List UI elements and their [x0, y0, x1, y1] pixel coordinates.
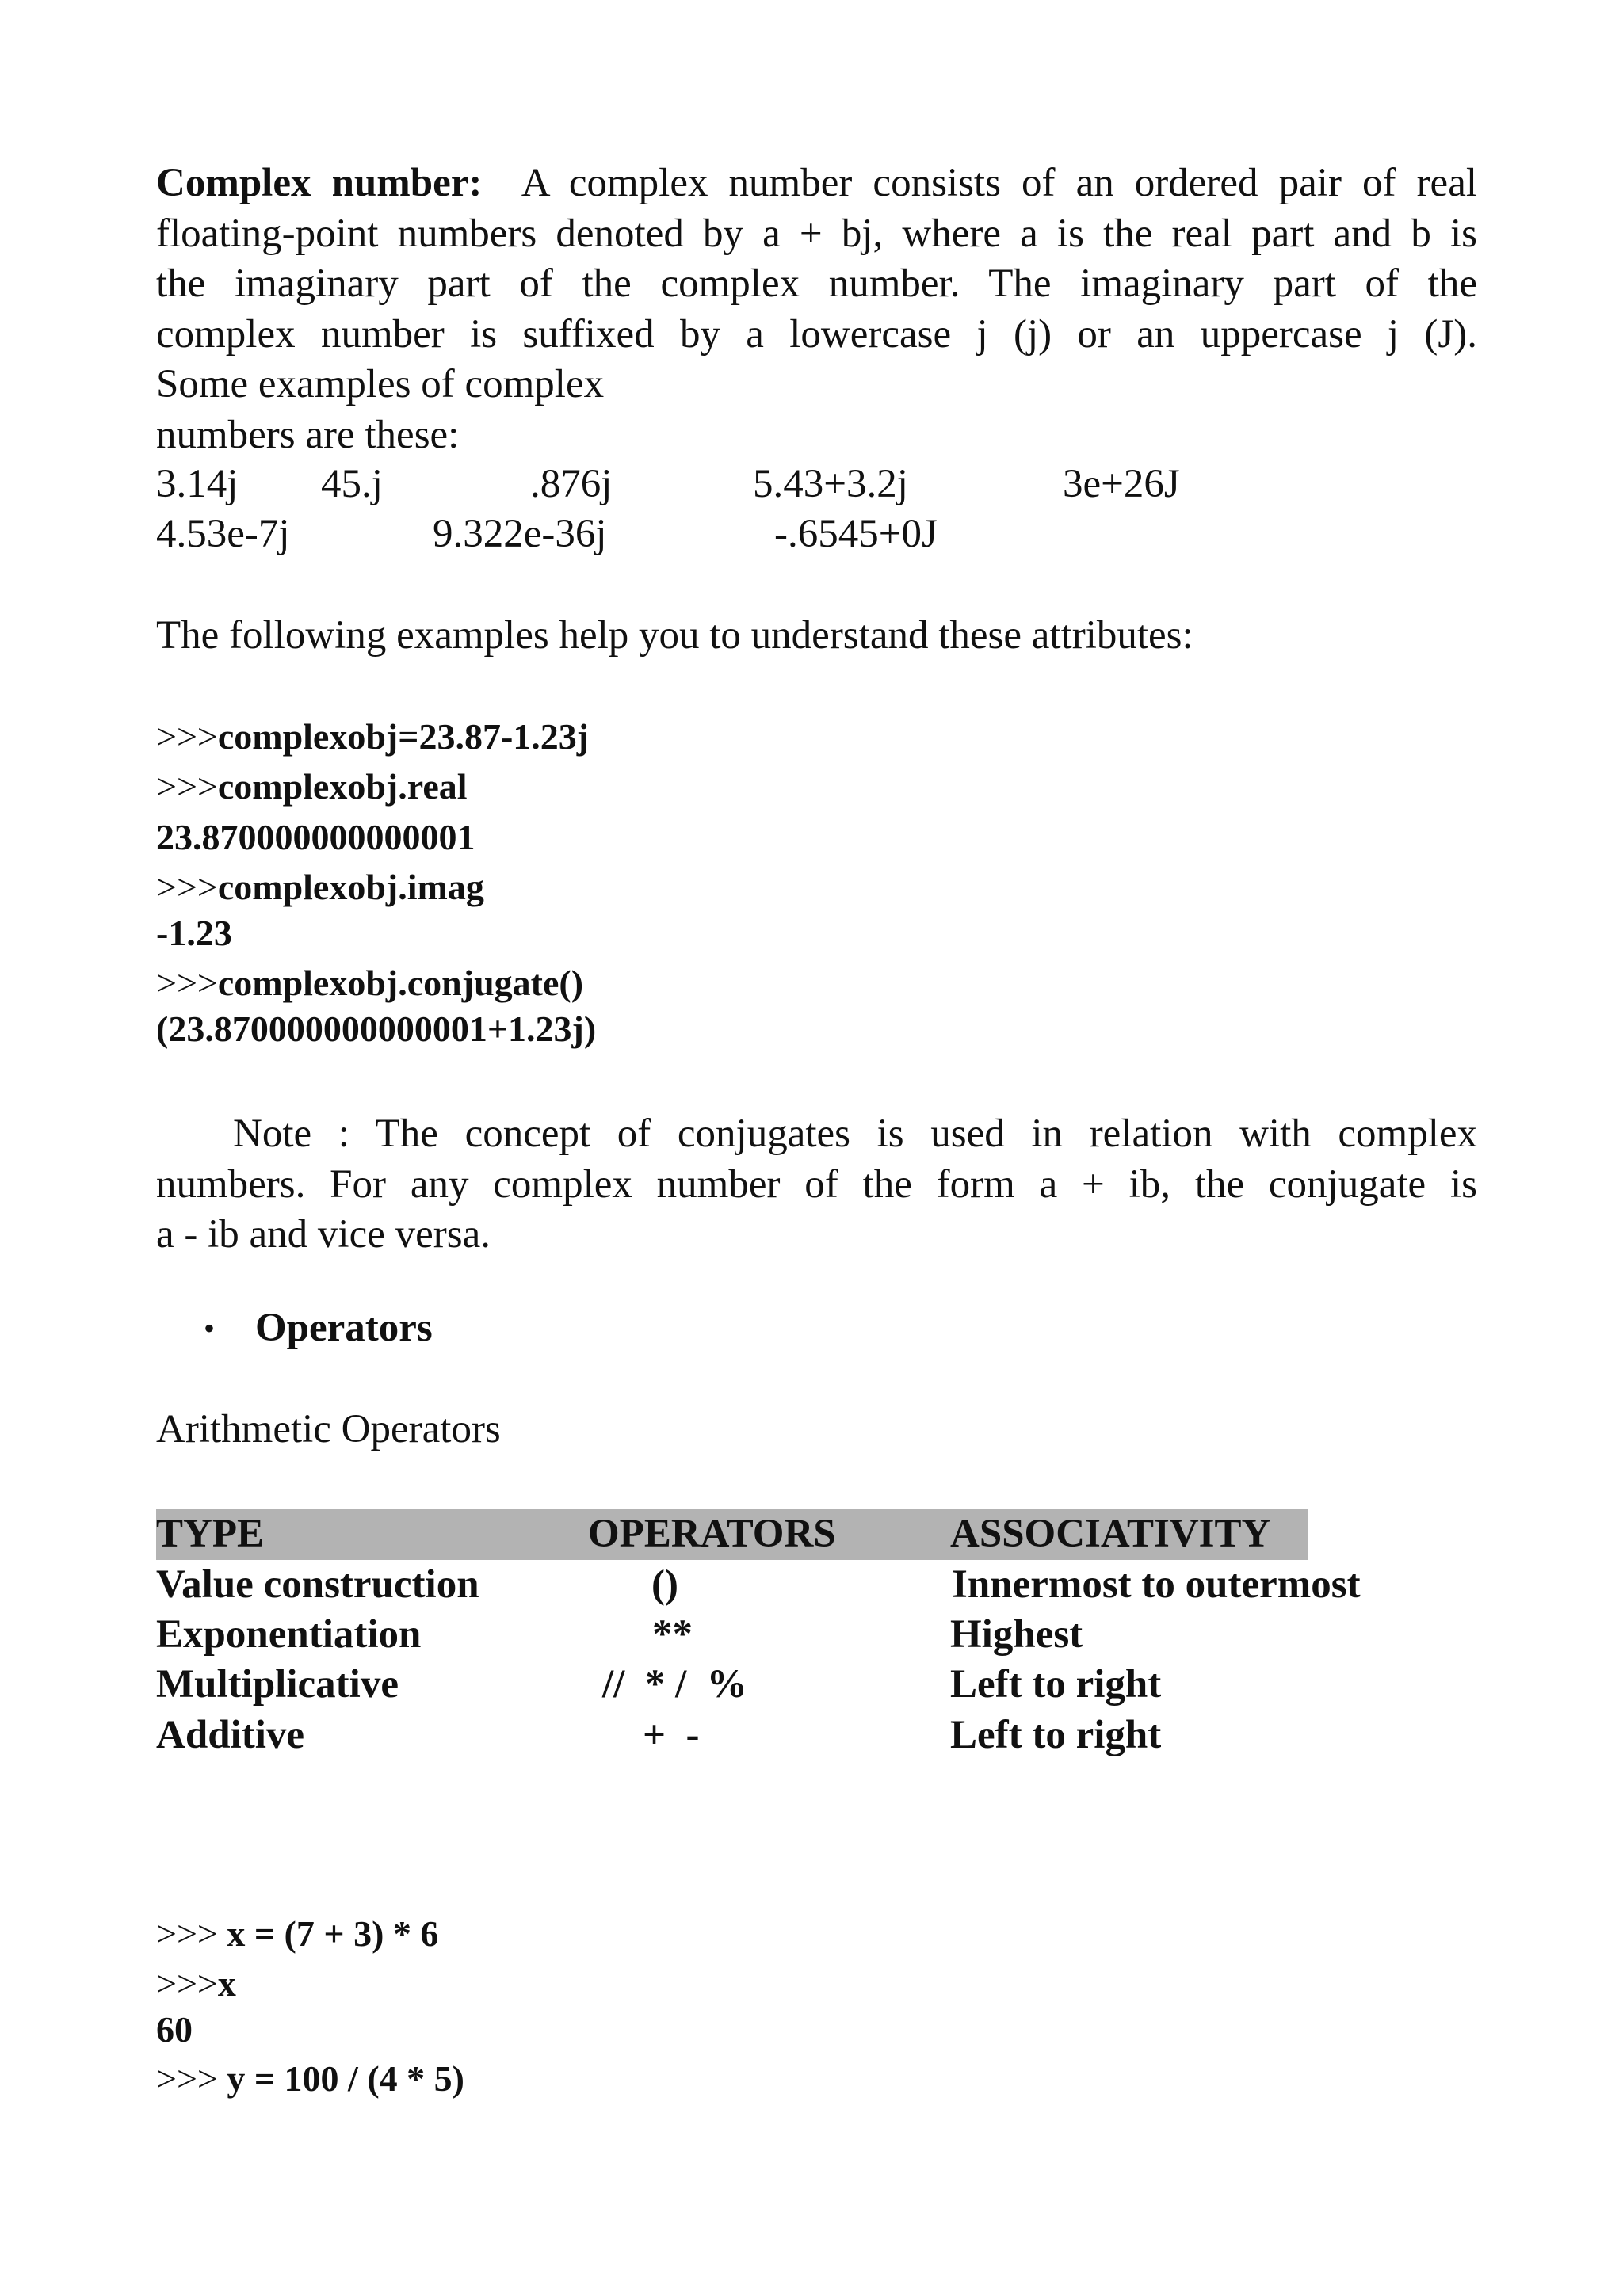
code-output — [156, 814, 475, 860]
table-cell-associativity: Highest — [950, 1612, 1083, 1657]
table-cell-associativity: Left to right — [950, 1662, 1162, 1707]
complex-line-4: complex number is suffixed by a lowercase j (j) or an uppercase j (J). — [156, 311, 1477, 357]
code-text: (23.870000000000001+1.23j) — [156, 1009, 597, 1049]
table-cell-operators: ** — [652, 1612, 693, 1657]
code-line — [156, 1911, 438, 1957]
complex-line-5: Some examples of complex — [156, 362, 605, 406]
complex-line-1-text: A complex number consists of an ordered pair of real — [521, 161, 1477, 205]
code-text: -1.23 — [156, 913, 232, 953]
intro-text: The following examples help you to understand these attributes: — [156, 613, 1193, 658]
code-line — [156, 1961, 236, 2007]
table-cell-type: Value construction — [156, 1562, 479, 1607]
complex-line-1 — [156, 158, 1477, 209]
complex-line-3: the imaginary part of the complex number. The imaginary part of the — [156, 261, 1477, 306]
table-cell-associativity: Left to right — [950, 1713, 1162, 1757]
note-line-2: numbers. For any complex number of the form a + ib, the conjugate is — [156, 1161, 1477, 1207]
example-number: 3.14j — [156, 462, 239, 506]
example-number: .876j — [530, 462, 613, 506]
example-number: 3e+26J — [1063, 462, 1180, 506]
code-line — [156, 960, 583, 1006]
prompt: >>> — [156, 766, 218, 807]
table-cell-type: Additive — [156, 1713, 305, 1757]
table-cell-operators: + - — [643, 1713, 700, 1757]
code-text: 60 — [156, 2009, 193, 2050]
complex-line-2: floating-point numbers denoted by a + bj, where a is the real part and b is — [156, 211, 1477, 256]
arithmetic-operators-heading: Arithmetic Operators — [156, 1407, 501, 1451]
code-output — [156, 2007, 193, 2053]
code-line — [156, 714, 589, 760]
complex-number-label: Complex number: — [156, 161, 483, 205]
code-text: y = 100 / (4 * 5) — [217, 2058, 464, 2099]
complex-number-paragraph — [156, 158, 1477, 460]
note-line-1: Note : The concept of conjugates is used in relation with complex — [233, 1112, 1477, 1156]
prompt: >>> — [156, 1913, 218, 1954]
code-text: complexobj.conjugate() — [217, 963, 584, 1003]
code-text: complexobj.real — [217, 766, 468, 807]
operators-heading: Operators — [255, 1306, 433, 1350]
example-number: -.6545+0J — [774, 512, 938, 556]
code-text: x = (7 + 3) * 6 — [217, 1913, 439, 1954]
code-text: complexobj.imag — [217, 867, 484, 907]
table-cell-type: Exponentiation — [156, 1612, 422, 1657]
prompt: >>> — [156, 867, 218, 907]
example-number: 9.322e-36j — [433, 512, 607, 556]
table-header-type: TYPE — [156, 1512, 265, 1556]
code-text: x — [217, 1963, 236, 2004]
complex-line-6: numbers are these: — [156, 412, 460, 457]
bullet-icon: • — [204, 1310, 216, 1346]
example-number: 5.43+3.2j — [753, 462, 908, 506]
code-output — [156, 910, 232, 956]
note-line-3: a - ib and vice versa. — [156, 1212, 491, 1257]
example-number: 45.j — [321, 462, 383, 506]
code-line — [156, 864, 484, 910]
note-paragraph — [156, 1109, 1477, 1261]
code-output — [156, 1006, 596, 1052]
code-text: complexobj=23.87-1.23j — [217, 716, 590, 757]
code-line — [156, 2056, 464, 2102]
table-cell-type: Multiplicative — [156, 1662, 399, 1707]
prompt: >>> — [156, 716, 218, 757]
prompt: >>> — [156, 1963, 218, 2004]
table-cell-associativity: Innermost to outermost — [952, 1562, 1361, 1607]
code-text: 23.870000000000001 — [156, 817, 475, 857]
table-header-associativity: ASSOCIATIVITY — [950, 1512, 1271, 1556]
table-header-operators: OPERATORS — [588, 1512, 836, 1556]
code-line — [156, 764, 468, 810]
prompt: >>> — [156, 963, 218, 1003]
prompt: >>> — [156, 2058, 218, 2099]
table-cell-operators: () — [651, 1562, 678, 1607]
example-number: 4.53e-7j — [156, 512, 290, 556]
table-cell-operators: // * / % — [602, 1662, 747, 1707]
